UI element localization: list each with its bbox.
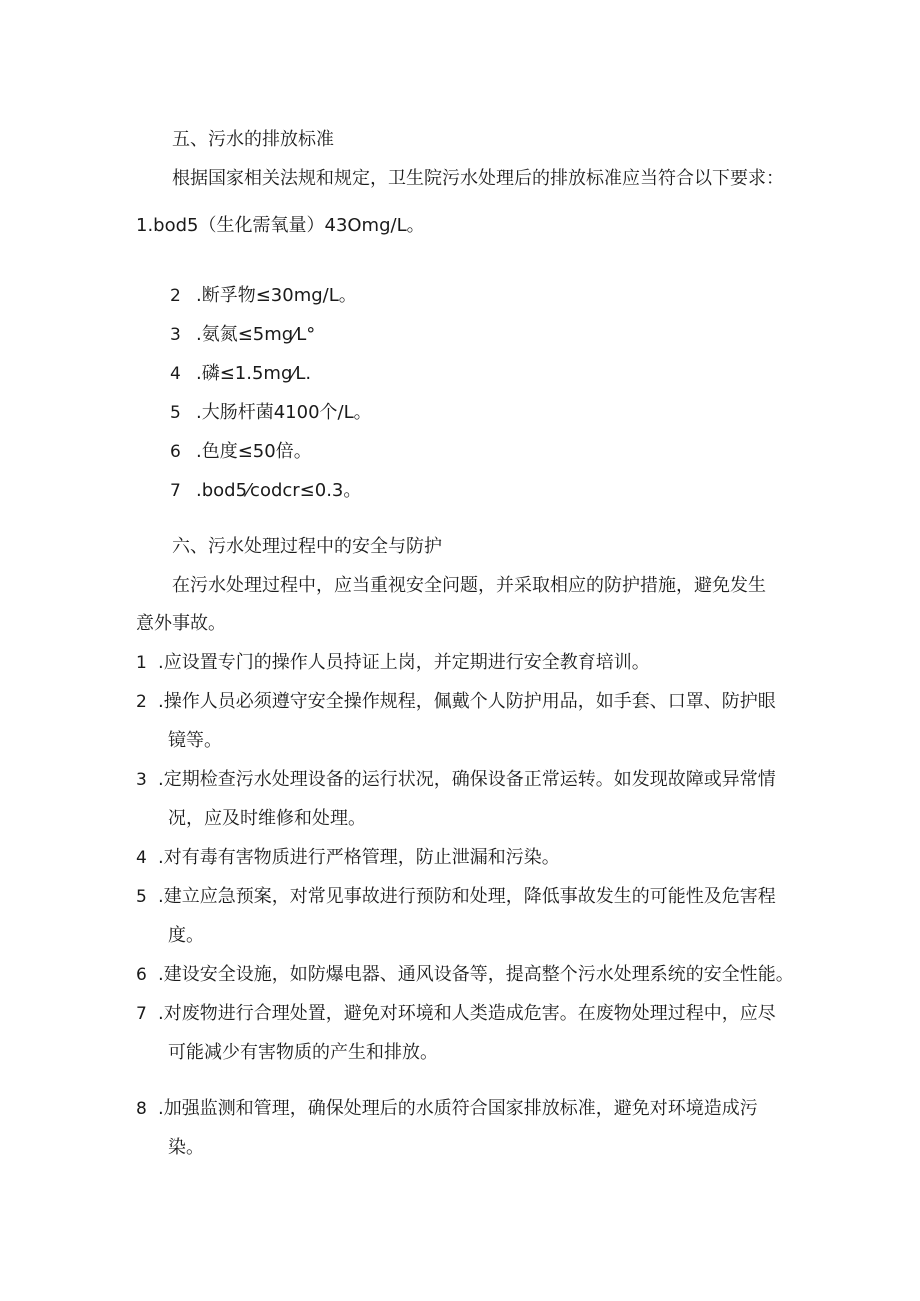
list-item-number: 6: [170, 442, 181, 462]
list-item-number: 4: [136, 848, 147, 868]
list-item: .应设置专门的操作人员持证上岗，并定期进行安全教育培训。: [158, 652, 650, 673]
section6-intro-line1: 在污水处理过程中，应当重视安全问题，并采取相应的防护措施，避免发生: [172, 575, 766, 596]
list-item: .加强监测和管理，确保处理后的水质符合国家排放标准，避免对环境造成污: [158, 1098, 758, 1119]
list-item-number: 7: [136, 1004, 147, 1024]
list-item-number: 6: [136, 965, 147, 985]
list-item: .建设安全设施，如防爆电器、通风设备等，提高整个污水处理系统的安全性能。: [158, 964, 794, 985]
list-item-number: 3: [170, 325, 181, 345]
list-item: .磷≤1.5mg⁄L.: [196, 363, 312, 384]
list-item-number: 2: [170, 286, 181, 306]
list-item-number: 4: [170, 364, 181, 384]
list-item-number: 5: [170, 403, 181, 423]
list-item-continuation: 镜等。: [168, 730, 222, 751]
list-item-continuation: 可能减少有害物质的产生和排放。: [168, 1042, 438, 1063]
list-item-number: 7: [170, 481, 181, 501]
list-item-number: 5: [136, 887, 147, 907]
list-item: .操作人员必须遵守安全操作规程，佩戴个人防护用品，如手套、口罩、防护眼: [158, 691, 776, 712]
list-item-continuation: 度。: [168, 925, 204, 946]
list-item-number: 8: [136, 1099, 147, 1119]
list-item: .bod5⁄codcr≤0.3。: [196, 480, 362, 501]
list-item: .断孚物≤30mg/L。: [196, 285, 357, 306]
section5-intro: 根据国家相关法规和规定，卫生院污水处理后的排放标准应当符合以下要求：: [172, 168, 784, 189]
list-item-continuation: 况，应及时维修和处理。: [168, 808, 366, 829]
list-item: .定期检查污水处理设备的运行状况，确保设备正常运转。如发现故障或异常情: [158, 769, 776, 790]
list-item: .建立应急预案，对常见事故进行预防和处理，降低事故发生的可能性及危害程: [158, 886, 776, 907]
section5-item-1: 1.bod5（生化需氧量）43Omg/L。: [136, 215, 425, 236]
section6-intro-line2: 意外事故。: [136, 613, 226, 634]
list-item-number: 3: [136, 770, 147, 790]
list-item: .对有毒有害物质进行严格管理，防止泄漏和污染。: [158, 847, 560, 868]
list-item-number: 1: [136, 653, 147, 673]
list-item: .色度≤50倍。: [196, 441, 312, 462]
section5-heading: 五、污水的排放标准: [172, 129, 334, 150]
list-item: .氨氮≤5mg⁄L°: [196, 324, 316, 345]
list-item-continuation: 染。: [168, 1137, 204, 1158]
list-item: .对废物进行合理处置，避免对环境和人类造成危害。在废物处理过程中，应尽: [158, 1003, 776, 1024]
list-item: .大肠杆菌4100个/L。: [196, 402, 372, 423]
list-item-number: 2: [136, 692, 147, 712]
section6-heading: 六、污水处理过程中的安全与防护: [172, 536, 442, 557]
